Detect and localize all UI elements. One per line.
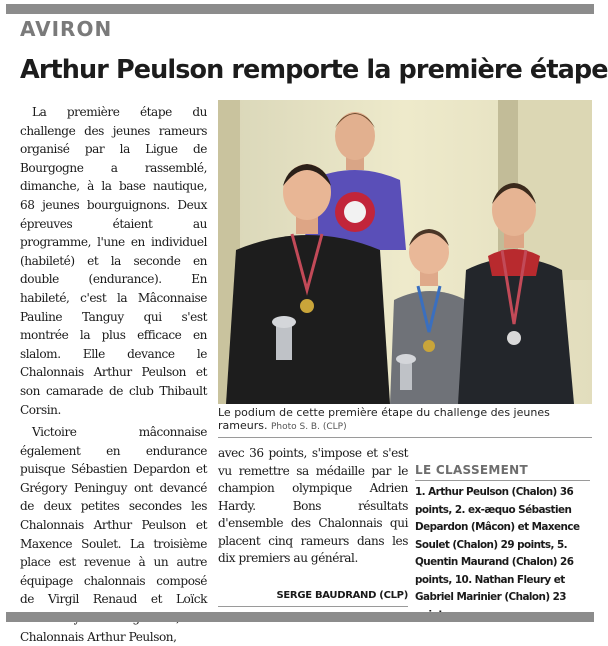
article-paragraph-1: La première étape du challenge des jeunes rameurs organisé par la Ligue de Bourgogne a rassemblé, dimanche, à la base nautique, 68 jeunes bourguignons. Deux épreuves étaient au programme, l'une en individuel (habileté) et la seconde en double (endurance). En habileté, c'est la Mâconnaise Pauline Tanguy qui s'est montrée la plus efficace en slalom. Elle devance le Chalonnais Arthur Peulson et son camarade de club Thibault Corsin. [20,105,207,417]
article-paragraph-2: Victoire mâconnaise également en endurance puisque Sébastien Depardon et Grégory Peninguy ont devancé de deux petites secondes les Chalonnais Arthur Peulson et Maxence Soulet. La troisième place est revenue à un autre équipage chalonnais composé de Virgil Renaud et Loïck Chalonnais Arthur Peulson, [20,425,207,644]
classement-text: 1. Arthur Peulson (Chalon) 36 points, 2. ex-æquo Sébastien Depardon (Mâcon) et Maxence Soulet (Chalon) 29 points, 5. Quentin Maurand (Chalon) 26 points, 10. Nathan Fleury et Gabriel Marinier (Chalon) 23 [415,486,580,603]
podium-photo [218,100,592,404]
section-rubric: AVIRON [20,17,113,41]
byline: SERGE BAUDRAND (CLP) [276,590,408,601]
bottom-rule [6,612,594,622]
caption-rule [218,437,592,438]
photo-credit: Photo S. B. (CLP) [270,422,347,432]
photo-caption [218,406,592,434]
article-paragraph-3: avec 36 points, s'impose et s'est vu remettre sa médaille par le champion olympique Adrien Hardy. Bons résultats d'ensemble des Chalonnais qui placent cinq rameurs dans les dix premiers au général. [218,446,408,565]
photo-caption-text: Le podium de cette première étape du challenge des jeunes rameurs. [218,406,550,432]
headline: Arthur Peulson remporte la première étape [20,55,608,85]
article-column-middle [218,445,408,568]
article-column-left [20,103,207,646]
podium-photo-illustration [218,100,592,404]
classement-box [415,463,595,624]
top-rule [6,4,594,14]
classement-title: LE CLASSEMENT [415,463,528,477]
byline-rule [218,606,408,607]
classement-rule [415,480,590,481]
